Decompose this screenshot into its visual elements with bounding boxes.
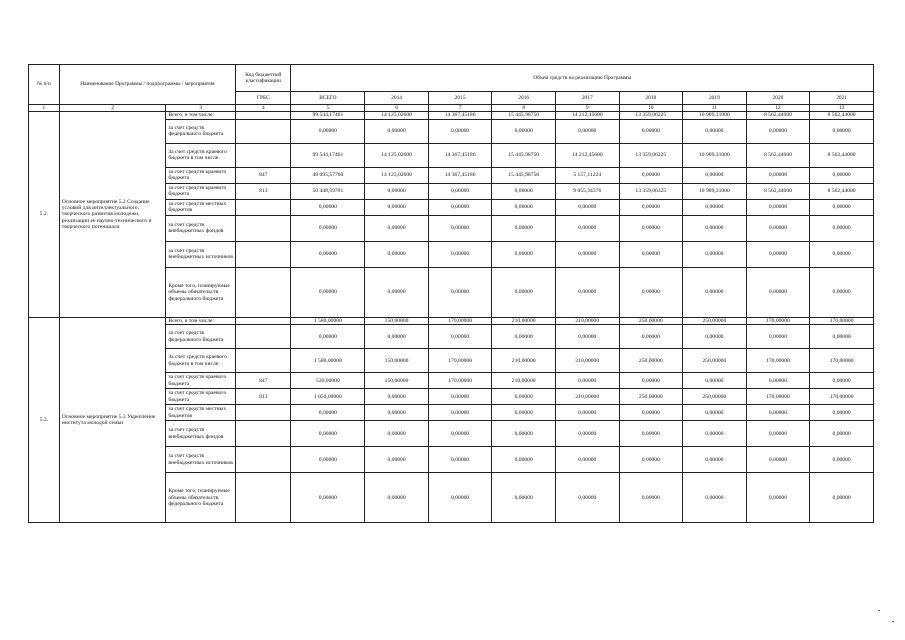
amount-cell: 99 544,17461: [291, 112, 365, 119]
section-number: 5.3.: [29, 317, 60, 522]
funding-source-label: за счет средств федерального бюджета: [166, 325, 236, 349]
amount-cell: 210,00000: [555, 389, 619, 405]
amount-cell: 0,00000: [291, 241, 365, 267]
amount-cell: 10 909,31000: [683, 112, 747, 119]
amount-cell: 15 445,98750: [492, 112, 556, 119]
amount-cell: 0,00000: [492, 241, 556, 267]
amount-cell: 0,00000: [746, 473, 810, 523]
amount-cell: 0,00000: [555, 325, 619, 349]
col-number: 4: [236, 105, 291, 112]
amount-cell: 0,00000: [746, 421, 810, 447]
amount-cell: 0,00000: [683, 119, 747, 143]
amount-cell: 1 580,00000: [291, 317, 365, 324]
funding-source-label: за счет средств внебюджетных источников: [166, 447, 236, 473]
amount-cell: 10 909,31000: [683, 183, 747, 199]
amount-cell: 13 359,06325: [619, 183, 683, 199]
amount-cell: 0,00000: [619, 325, 683, 349]
amount-cell: 0,00000: [365, 183, 429, 199]
amount-cell: 0,00000: [365, 473, 429, 523]
amount-cell: 0,00000: [492, 447, 556, 473]
amount-cell: 14 367,45186: [428, 143, 492, 167]
amount-cell: 0,00000: [428, 241, 492, 267]
amount-cell: 0,00000: [555, 473, 619, 523]
col-number: 8: [492, 105, 556, 112]
amount-cell: 0,00000: [492, 215, 556, 241]
amount-cell: 530,00000: [291, 373, 365, 389]
funding-source-label: за счет средств внебюджетных фондов: [166, 421, 236, 447]
amount-cell: 0,00000: [810, 241, 874, 267]
amount-cell: 14 212,45600: [555, 112, 619, 119]
amount-cell: 0,00000: [291, 447, 365, 473]
funding-source-label: за счет средств краевого бюджета: [166, 373, 236, 389]
amount-cell: 0,00000: [492, 325, 556, 349]
amount-cell: 0,00000: [619, 119, 683, 143]
amount-cell: 99 544,17461: [291, 143, 365, 167]
amount-cell: 0,00000: [683, 167, 747, 183]
amount-cell: 0,00000: [291, 119, 365, 143]
col-number: 6: [365, 105, 429, 112]
table-row: [29, 112, 874, 119]
col-number: 3: [166, 105, 236, 112]
amount-cell: 0,00000: [492, 405, 556, 421]
funding-source-label: Всего, в том числе:: [166, 317, 236, 324]
amount-cell: 0,00000: [810, 167, 874, 183]
header-year: ВСЕГО: [291, 92, 365, 105]
amount-cell: 0,00000: [619, 421, 683, 447]
amount-cell: 49 095,57760: [291, 167, 365, 183]
col-number: 1: [29, 105, 60, 112]
amount-cell: 8 562,44000: [746, 183, 810, 199]
funding-source-label: Кроме того, планируемые объемы обязательств федерального бюджета: [166, 267, 236, 317]
amount-cell: 13 359,06325: [619, 143, 683, 167]
amount-cell: 0,00000: [810, 447, 874, 473]
col-number: 12: [746, 105, 810, 112]
scan-speck: [878, 610, 880, 611]
amount-cell: 8 562,44000: [810, 143, 874, 167]
amount-cell: 0,00000: [810, 325, 874, 349]
amount-cell: 0,00000: [492, 389, 556, 405]
funding-source-label: за счет средств краевого бюджета: [166, 167, 236, 183]
budget-table: [28, 64, 874, 523]
header-year: 2017: [555, 92, 619, 105]
amount-cell: 1 580,00000: [291, 349, 365, 373]
amount-cell: 170,00000: [428, 349, 492, 373]
amount-cell: 250,00000: [683, 317, 747, 324]
grbs-code: [236, 215, 291, 241]
amount-cell: 0,00000: [365, 325, 429, 349]
amount-cell: 0,00000: [555, 405, 619, 421]
amount-cell: 0,00000: [746, 405, 810, 421]
header-code: Код бюджетной классификации: [236, 65, 291, 92]
amount-cell: 0,00000: [619, 167, 683, 183]
amount-cell: 0,00000: [619, 215, 683, 241]
section-name: Основное мероприятие 5.3 Укрепление института молодой семьи: [59, 317, 166, 522]
header-year: 2019: [683, 92, 747, 105]
header-year: 2020: [746, 92, 810, 105]
amount-cell: 0,00000: [492, 119, 556, 143]
funding-source-label: за счет средств местных бюджетов: [166, 199, 236, 215]
amount-cell: 0,00000: [428, 119, 492, 143]
header-grbs: ГРБС: [236, 92, 291, 105]
amount-cell: 0,00000: [492, 473, 556, 523]
amount-cell: 1 050,00000: [291, 389, 365, 405]
amount-cell: 0,00000: [619, 267, 683, 317]
amount-cell: 0,00000: [683, 241, 747, 267]
amount-cell: 0,00000: [619, 405, 683, 421]
header-volume: Объем средств на реализацию Программы: [291, 65, 874, 92]
amount-cell: 150,00000: [365, 373, 429, 389]
col-number: 2: [59, 105, 166, 112]
amount-cell: 8 562,44000: [746, 112, 810, 119]
amount-cell: 250,00000: [619, 349, 683, 373]
amount-cell: 0,00000: [746, 215, 810, 241]
amount-cell: 0,00000: [810, 199, 874, 215]
grbs-code: [236, 447, 291, 473]
amount-cell: 0,00000: [619, 373, 683, 389]
amount-cell: 14 367,45186: [428, 112, 492, 119]
funding-source-label: Всего, в том числе:: [166, 112, 236, 119]
header-num: № п/п: [29, 65, 60, 105]
amount-cell: 10 909,31000: [683, 143, 747, 167]
amount-cell: 0,00000: [746, 325, 810, 349]
amount-cell: 0,00000: [365, 199, 429, 215]
amount-cell: 0,00000: [291, 405, 365, 421]
funding-source-label: за счет средств внебюджетных источников: [166, 241, 236, 267]
header-year: 2015: [428, 92, 492, 105]
amount-cell: 210,00000: [492, 349, 556, 373]
amount-cell: 5 157,11224: [555, 167, 619, 183]
col-number: 9: [555, 105, 619, 112]
amount-cell: 210,00000: [492, 373, 556, 389]
funding-source-label: за счет средств краевого бюджета: [166, 389, 236, 405]
amount-cell: 0,00000: [492, 183, 556, 199]
amount-cell: 0,00000: [492, 421, 556, 447]
amount-cell: 170,00000: [810, 349, 874, 373]
amount-cell: 14 367,45186: [428, 167, 492, 183]
amount-cell: 0,00000: [291, 421, 365, 447]
amount-cell: 0,00000: [810, 119, 874, 143]
amount-cell: 8 562,44000: [810, 112, 874, 119]
grbs-code: [236, 241, 291, 267]
amount-cell: 0,00000: [619, 241, 683, 267]
amount-cell: 0,00000: [492, 267, 556, 317]
col-number: 7: [428, 105, 492, 112]
amount-cell: 170,00000: [746, 349, 810, 373]
section-number: 5.2.: [29, 112, 60, 317]
funding-source-label: за счет средств местных бюджетов: [166, 405, 236, 421]
grbs-code: 813: [236, 183, 291, 199]
amount-cell: 50 448,59701: [291, 183, 365, 199]
amount-cell: 0,00000: [365, 119, 429, 143]
amount-cell: 0,00000: [810, 421, 874, 447]
amount-cell: 0,00000: [746, 447, 810, 473]
amount-cell: 0,00000: [428, 325, 492, 349]
amount-cell: 0,00000: [428, 473, 492, 523]
amount-cell: 0,00000: [428, 421, 492, 447]
funding-source-label: за счет средств краевого бюджета: [166, 183, 236, 199]
amount-cell: 14 125,02600: [365, 143, 429, 167]
section-name: Основное мероприятие 5.2 Создание условий для интеллектуального, творческого развития молодежи, реализации ее научно-технического и творческого потенциала: [59, 112, 166, 317]
amount-cell: 0,00000: [810, 267, 874, 317]
amount-cell: 0,00000: [555, 119, 619, 143]
amount-cell: 0,00000: [683, 267, 747, 317]
amount-cell: 0,00000: [492, 199, 556, 215]
amount-cell: 0,00000: [428, 183, 492, 199]
grbs-code: [236, 421, 291, 447]
amount-cell: 0,00000: [365, 241, 429, 267]
amount-cell: 15 445,98750: [492, 143, 556, 167]
amount-cell: 13 359,06325: [619, 112, 683, 119]
amount-cell: 0,00000: [555, 267, 619, 317]
grbs-code: [236, 473, 291, 523]
amount-cell: 0,00000: [555, 215, 619, 241]
amount-cell: 250,00000: [619, 389, 683, 405]
header-year: 2018: [619, 92, 683, 105]
amount-cell: 0,00000: [683, 215, 747, 241]
amount-cell: 0,00000: [746, 241, 810, 267]
amount-cell: 0,00000: [683, 405, 747, 421]
amount-cell: 170,00000: [810, 389, 874, 405]
amount-cell: 0,00000: [365, 421, 429, 447]
amount-cell: 0,00000: [291, 473, 365, 523]
amount-cell: 0,00000: [555, 199, 619, 215]
funding-source-label: за счет средств внебюджетных фондов: [166, 215, 236, 241]
amount-cell: 0,00000: [428, 215, 492, 241]
col-number: 13: [810, 105, 874, 112]
funding-source-label: За счет средств краевого бюджета в том числе:: [166, 349, 236, 373]
amount-cell: 8 562,44000: [810, 183, 874, 199]
amount-cell: 0,00000: [619, 199, 683, 215]
amount-cell: 0,00000: [683, 373, 747, 389]
amount-cell: 0,00000: [365, 447, 429, 473]
amount-cell: 8 562,44000: [746, 143, 810, 167]
amount-cell: 170,00000: [428, 373, 492, 389]
amount-cell: 0,00000: [810, 405, 874, 421]
amount-cell: 0,00000: [365, 267, 429, 317]
grbs-code: [236, 405, 291, 421]
amount-cell: 0,00000: [365, 389, 429, 405]
amount-cell: 0,00000: [810, 373, 874, 389]
amount-cell: 210,00000: [492, 317, 556, 324]
amount-cell: 210,00000: [555, 349, 619, 373]
amount-cell: 0,00000: [555, 241, 619, 267]
table-row: [29, 317, 874, 324]
amount-cell: 0,00000: [555, 421, 619, 447]
header-year: 2021: [810, 92, 874, 105]
amount-cell: 150,00000: [365, 349, 429, 373]
amount-cell: 0,00000: [619, 473, 683, 523]
header-year: 2014: [365, 92, 429, 105]
amount-cell: 0,00000: [746, 119, 810, 143]
col-number: 10: [619, 105, 683, 112]
header-name: Наименование Программы / подпрограммы / мероприятия: [59, 65, 235, 105]
amount-cell: 0,00000: [555, 373, 619, 389]
amount-cell: 0,00000: [746, 373, 810, 389]
amount-cell: 0,00000: [428, 199, 492, 215]
header-year: 2016: [492, 92, 556, 105]
amount-cell: 0,00000: [683, 325, 747, 349]
amount-cell: 150,00000: [365, 317, 429, 324]
amount-cell: 0,00000: [683, 199, 747, 215]
amount-cell: 0,00000: [291, 267, 365, 317]
grbs-code: [236, 267, 291, 317]
grbs-code: 813: [236, 389, 291, 405]
grbs-code: [236, 112, 291, 119]
amount-cell: 0,00000: [428, 267, 492, 317]
grbs-code: [236, 349, 291, 373]
amount-cell: 9 055,34376: [555, 183, 619, 199]
amount-cell: 250,00000: [683, 389, 747, 405]
amount-cell: 0,00000: [291, 325, 365, 349]
amount-cell: 170,00000: [428, 317, 492, 324]
amount-cell: 210,00000: [555, 317, 619, 324]
grbs-code: [236, 199, 291, 215]
funding-source-label: За счет средств краевого бюджета в том числе:: [166, 143, 236, 167]
grbs-code: [236, 119, 291, 143]
amount-cell: 14 212,45600: [555, 143, 619, 167]
amount-cell: 0,00000: [683, 421, 747, 447]
grbs-code: [236, 317, 291, 324]
amount-cell: 0,00000: [365, 215, 429, 241]
amount-cell: 14 125,02600: [365, 112, 429, 119]
amount-cell: 0,00000: [365, 405, 429, 421]
funding-source-label: за счет средств федерального бюджета: [166, 119, 236, 143]
funding-source-label: Кроме того, планируемые объемы обязательств федерального бюджета: [166, 473, 236, 523]
scan-speck: [892, 621, 894, 622]
amount-cell: 0,00000: [810, 473, 874, 523]
grbs-code: [236, 143, 291, 167]
amount-cell: 0,00000: [291, 199, 365, 215]
amount-cell: 0,00000: [428, 447, 492, 473]
amount-cell: 0,00000: [555, 447, 619, 473]
amount-cell: 250,00000: [683, 349, 747, 373]
col-number: 5: [291, 105, 365, 112]
amount-cell: 14 125,02600: [365, 167, 429, 183]
amount-cell: 170,00000: [746, 389, 810, 405]
amount-cell: 0,00000: [683, 447, 747, 473]
amount-cell: 0,00000: [810, 215, 874, 241]
amount-cell: 0,00000: [619, 447, 683, 473]
amount-cell: 15 445,98750: [492, 167, 556, 183]
amount-cell: 0,00000: [746, 167, 810, 183]
amount-cell: 0,00000: [428, 389, 492, 405]
amount-cell: 170,00000: [810, 317, 874, 324]
col-number: 11: [683, 105, 747, 112]
amount-cell: 0,00000: [683, 473, 747, 523]
amount-cell: 170,00000: [746, 317, 810, 324]
grbs-code: 847: [236, 167, 291, 183]
amount-cell: 0,00000: [428, 405, 492, 421]
amount-cell: 0,00000: [746, 199, 810, 215]
amount-cell: 250,00000: [619, 317, 683, 324]
amount-cell: 0,00000: [746, 267, 810, 317]
grbs-code: 847: [236, 373, 291, 389]
amount-cell: 0,00000: [291, 215, 365, 241]
grbs-code: [236, 325, 291, 349]
